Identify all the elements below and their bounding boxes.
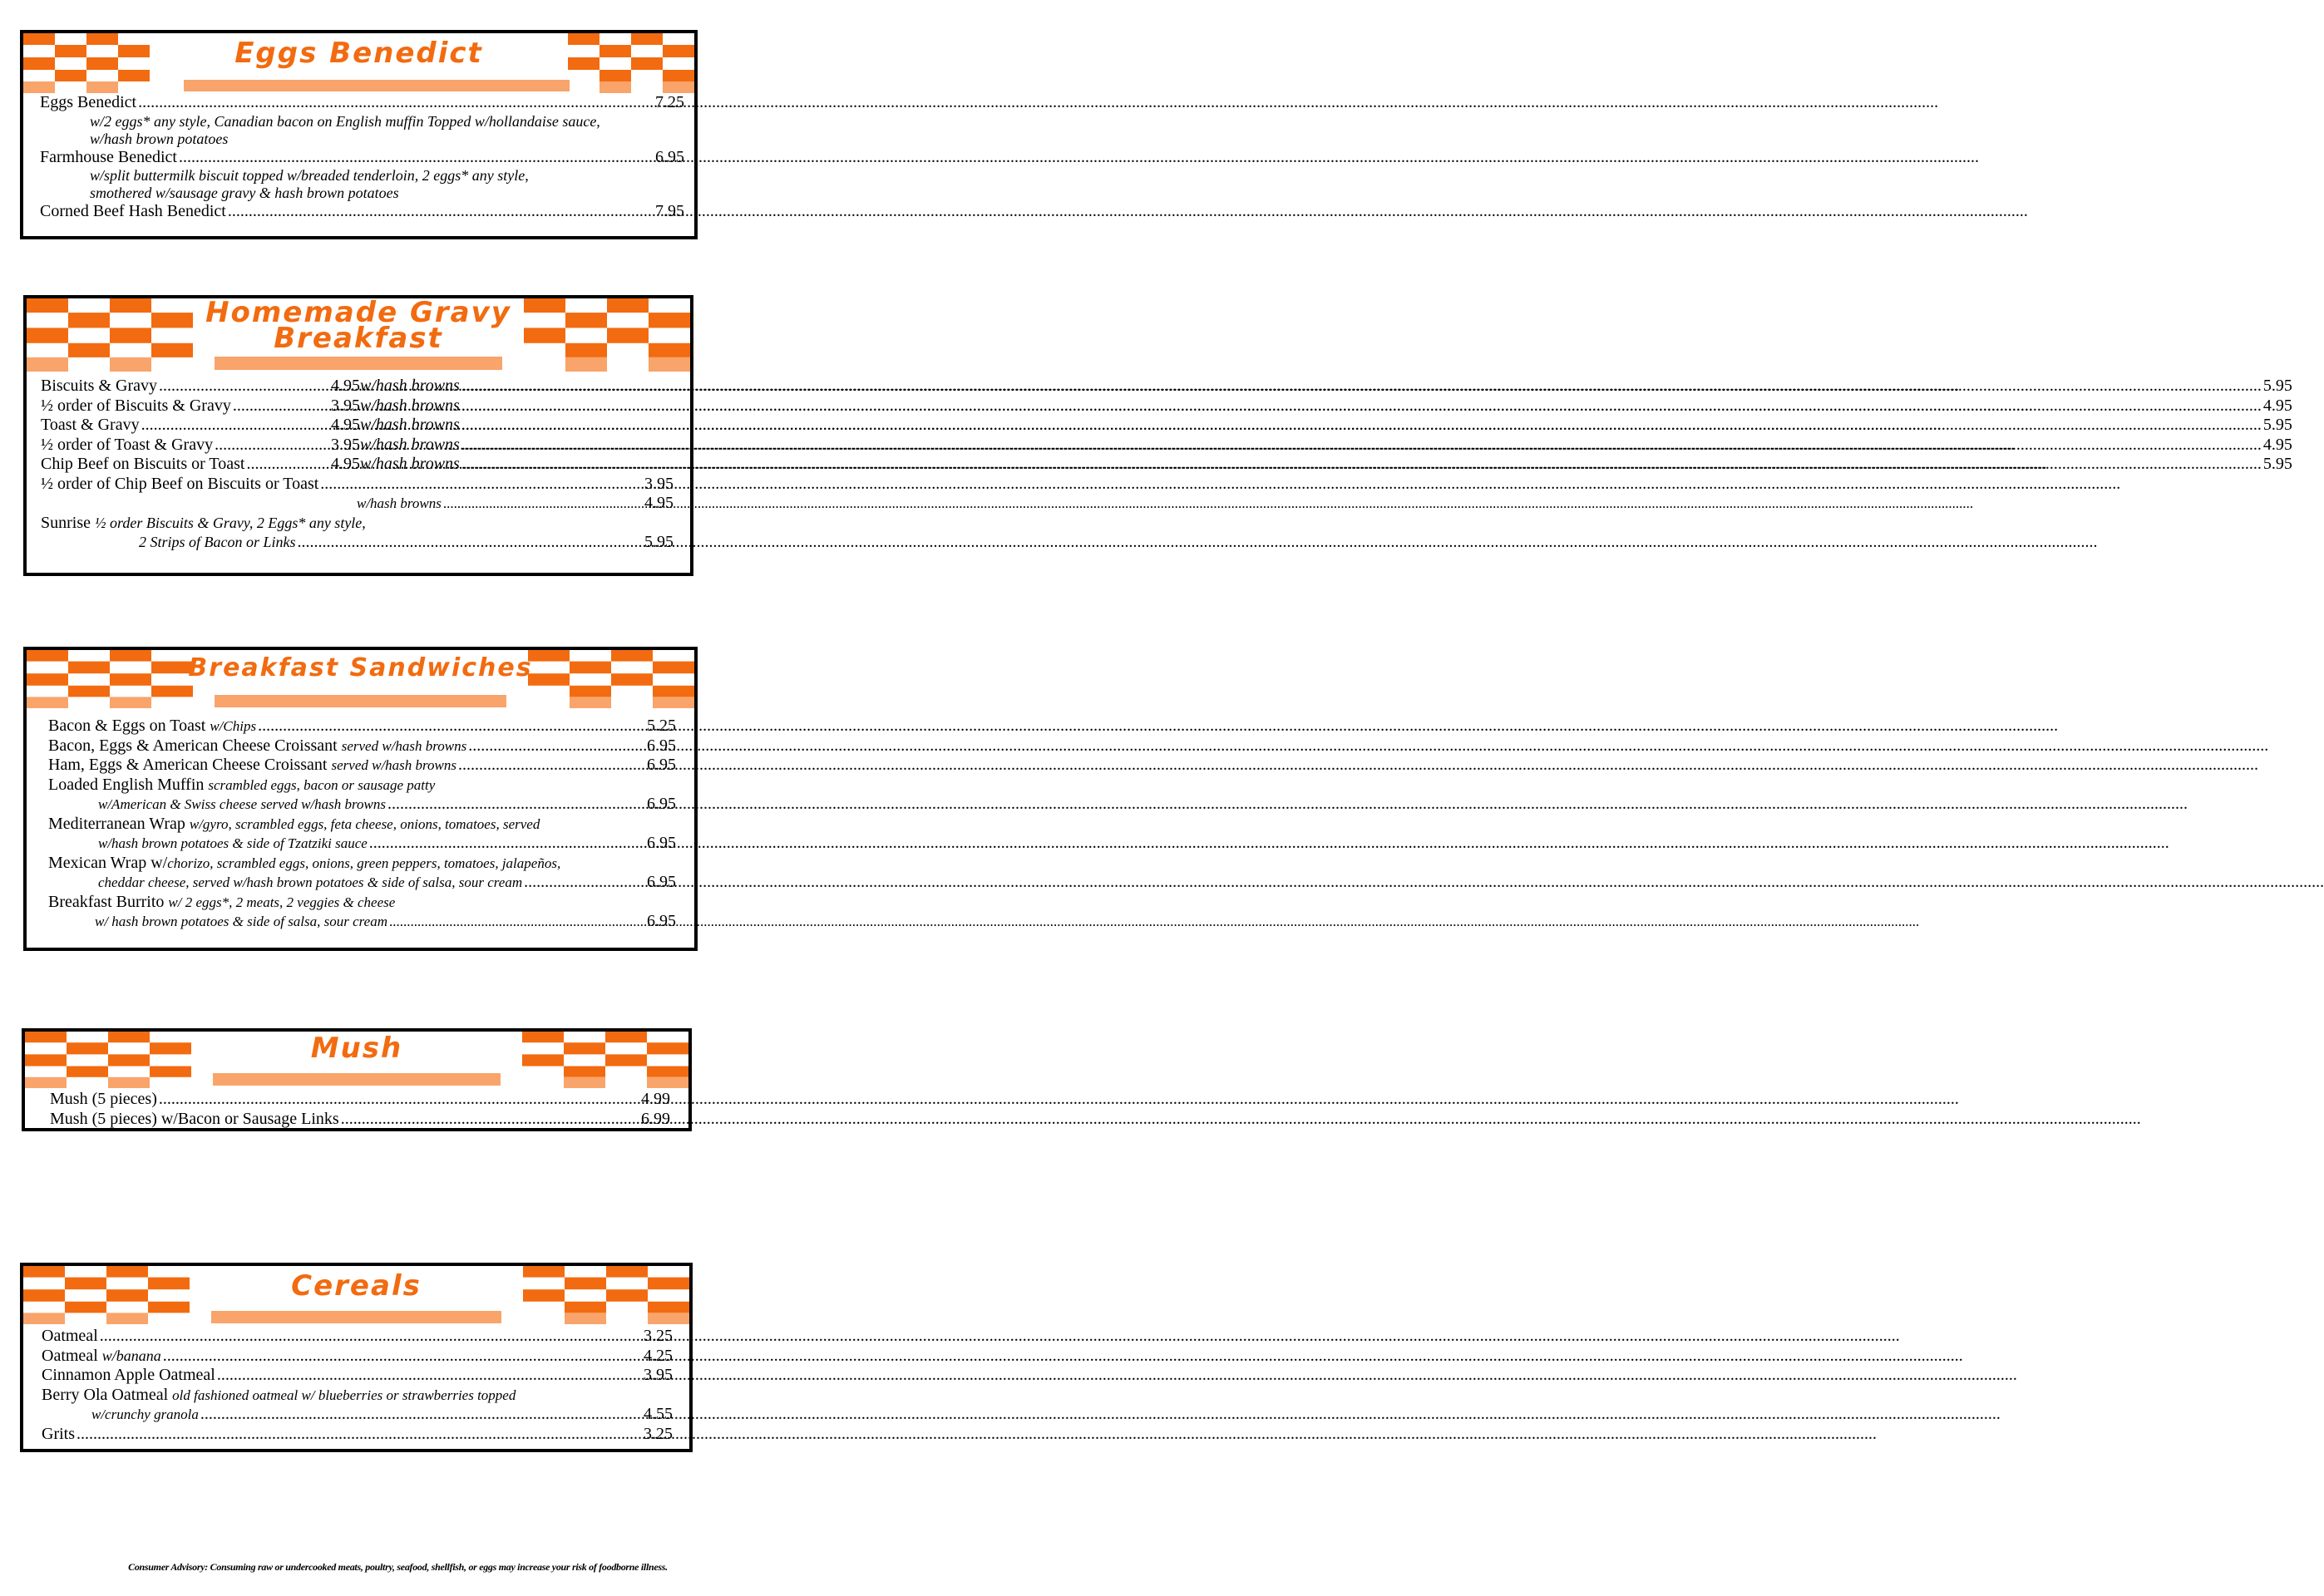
menu-item: Corned Beef Hash Benedict ..... 7.95 — [40, 202, 684, 222]
menu-item: Mush (5 pieces) ..... 4.99 — [50, 1090, 670, 1110]
menu-item: Bacon & Eggs on Toast w/Chips ..... 5.25 — [48, 717, 676, 736]
header-bar — [215, 695, 506, 707]
menu-item: Mediterranean Wrap w/gyro, scrambled eggs, feta cheese, onions, tomatoes, served — [48, 814, 540, 833]
section-header — [23, 33, 694, 93]
menu-item: w/hash browns ..... 4.95 — [41, 494, 674, 514]
menu-item: Mush (5 pieces) w/Bacon or Sausage Links ..... 6.99 — [50, 1110, 670, 1130]
menu-item: Loaded English Muffin scrambled eggs, bacon or sausage patty — [48, 775, 436, 794]
breakfast-sandwiches-section — [23, 647, 698, 951]
gravy-breakfast-section — [23, 295, 2292, 576]
menu-item: Toast & Gravy ..... 4.95 w/hash browns ..... 5.95 — [41, 416, 674, 436]
cereals-section — [20, 1263, 693, 1452]
header-bar — [211, 1311, 501, 1323]
menu-item: 2 Strips of Bacon or Links ..... 5.95 — [41, 533, 674, 553]
menu-item: Ham, Eggs & American Cheese Croissant served w/hash browns ..... 6.95 — [48, 756, 676, 776]
menu-item: Oatmeal ..... 3.25 — [42, 1327, 673, 1347]
section-title: Eggs Benedict — [234, 37, 483, 70]
mush-items — [50, 1090, 670, 1129]
menu-item: Eggs Benedict ..... 7.25 — [40, 93, 684, 113]
section-header — [27, 650, 694, 712]
cereal-items — [42, 1327, 673, 1444]
eggs-benedict-items — [40, 93, 684, 222]
eggs-benedict-section — [20, 30, 698, 239]
menu-item: ½ order of Biscuits & Gravy ..... 3.95 w/hash browns ..... 4.95 — [41, 397, 674, 416]
menu-item: Breakfast Burrito w/ 2 eggs*, 2 meats, 2 veggies & cheese — [48, 892, 396, 911]
section-header — [23, 1266, 689, 1326]
header-bar — [213, 1073, 501, 1086]
menu-item: ½ order of Toast & Gravy ..... 3.95 w/hash browns ..... 4.95 — [41, 436, 674, 456]
menu-item-cont: w/American & Swiss cheese served w/hash browns ..... 6.95 — [48, 795, 676, 815]
menu-item: ½ order of Chip Beef on Biscuits or Toast ..... 3.95 — [41, 475, 674, 495]
menu-item: Chip Beef on Biscuits or Toast ..... 4.95 w/hash browns ..... 5.95 — [41, 455, 674, 475]
consumer-advisory: Consumer Advisory: Consuming raw or undercooked meats, poultry, seafood, shellfish, or eggs may increase your risk of foodborne illness. — [128, 1561, 668, 1573]
header-bar — [215, 357, 502, 370]
section-title: Homemade Gravy Breakfast — [205, 296, 511, 355]
section-title: Cereals — [291, 1269, 422, 1303]
menu-item: Oatmeal w/banana ..... 4.25 — [42, 1347, 673, 1367]
sandwich-items — [48, 717, 676, 932]
menu-item-cont: w/ hash brown potatoes & side of salsa, sour cream ..... 6.95 — [48, 912, 676, 932]
menu-item: Cinnamon Apple Oatmeal ..... 3.95 — [42, 1366, 673, 1386]
menu-item-cont: w/hash brown potatoes & side of Tzatziki sauce ..... 6.95 — [48, 834, 676, 854]
menu-item-cont: cheddar cheese, served w/hash brown potatoes & side of salsa, sour cream ..... 6.95 — [48, 873, 676, 893]
menu-item: Farmhouse Benedict ..... 6.95 — [40, 148, 684, 168]
item-description: w/2 eggs* any style, Canadian bacon on English muffin Topped w/hollandaise sauce, w/hash brown potatoes — [90, 112, 600, 147]
menu-item-cont: w/crunchy granola ..... 4.55 — [42, 1405, 673, 1425]
section-header — [27, 298, 690, 375]
section-header — [25, 1032, 688, 1090]
menu-item: Mexican Wrap w/ chorizo, scrambled eggs, onions, green peppers, tomatoes, jalapeños, — [48, 853, 561, 872]
section-title: Breakfast Sandwiches — [188, 653, 533, 682]
item-description: w/split buttermilk biscuit topped w/breaded tenderloin, 2 eggs* any style, smothered w/sausage gravy & hash brown potatoes — [90, 167, 529, 201]
menu-item: Sunrise ½ order Biscuits & Gravy, 2 Eggs* any style, — [41, 513, 366, 532]
menu-item: Biscuits & Gravy ..... 4.95 w/hash browns ..... 5.95 — [41, 377, 674, 397]
menu-item: Berry Ola Oatmeal old fashioned oatmeal w/ blueberries or strawberries topped — [42, 1385, 516, 1404]
header-bar — [184, 80, 570, 91]
menu-item: Bacon, Eggs & American Cheese Croissant served w/hash browns ..... 6.95 — [48, 736, 676, 756]
mush-section — [22, 1028, 692, 1131]
gravy-items — [41, 377, 2292, 553]
menu-item: Grits ..... 3.25 — [42, 1425, 673, 1445]
section-title: Mush — [310, 1032, 403, 1065]
